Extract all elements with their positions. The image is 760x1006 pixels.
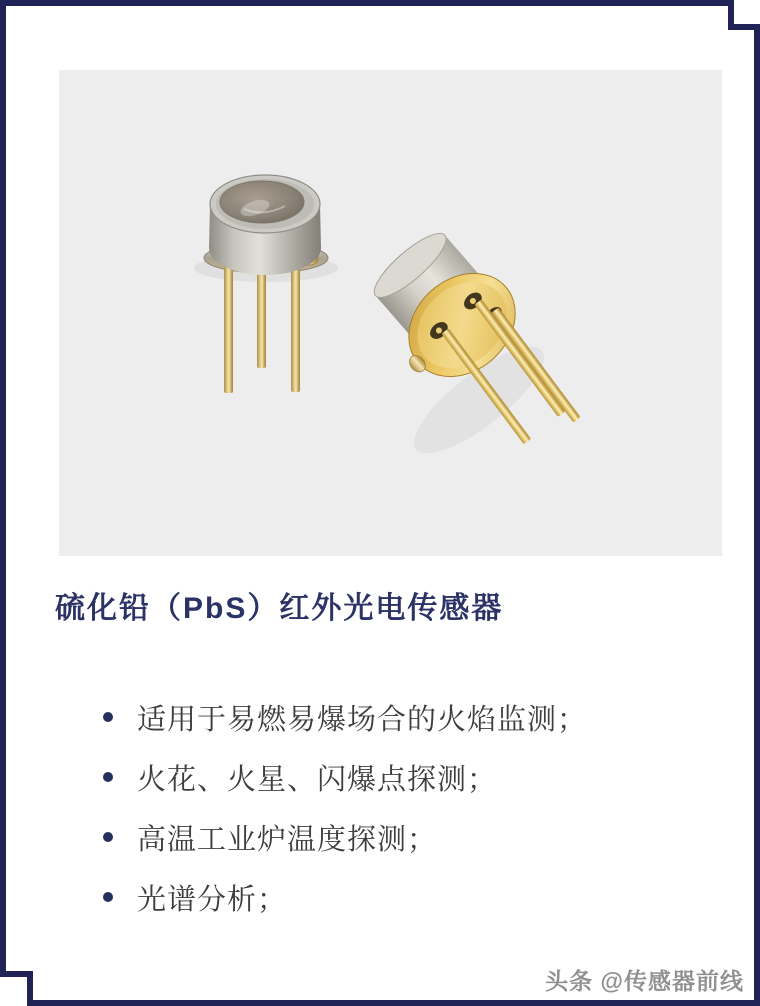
frame-left-border — [0, 0, 6, 977]
bullet-item — [103, 880, 587, 914]
photo-background — [59, 70, 722, 556]
bullet-text: 火花、火星、闪爆点探测； — [137, 763, 498, 796]
bullet-text: 光谱分析； — [137, 883, 288, 916]
bullet-text: 高温工业炉温度探测； — [137, 823, 438, 856]
bullet-item — [103, 760, 587, 794]
bullet-item — [103, 700, 587, 734]
product-photo — [59, 70, 722, 556]
bullet-text: 适用于易燃易爆场合的火焰监测； — [137, 703, 588, 736]
bullet-dot-icon — [103, 832, 113, 842]
bullet-item — [103, 820, 587, 854]
watermark: 头条 @传感器前线 — [545, 968, 744, 994]
frame-bottom-border — [27, 1000, 760, 1006]
frame-right-border — [754, 24, 760, 1006]
frame-top-border — [0, 0, 734, 6]
bullet-dot-icon — [103, 772, 113, 782]
bullet-dot-icon — [103, 712, 113, 722]
bullet-list — [103, 700, 587, 940]
bullet-dot-icon — [103, 892, 113, 902]
sensor-photo-illustration — [59, 70, 722, 556]
page-title: 硫化铅（PbS）红外光电传感器 — [55, 592, 504, 625]
